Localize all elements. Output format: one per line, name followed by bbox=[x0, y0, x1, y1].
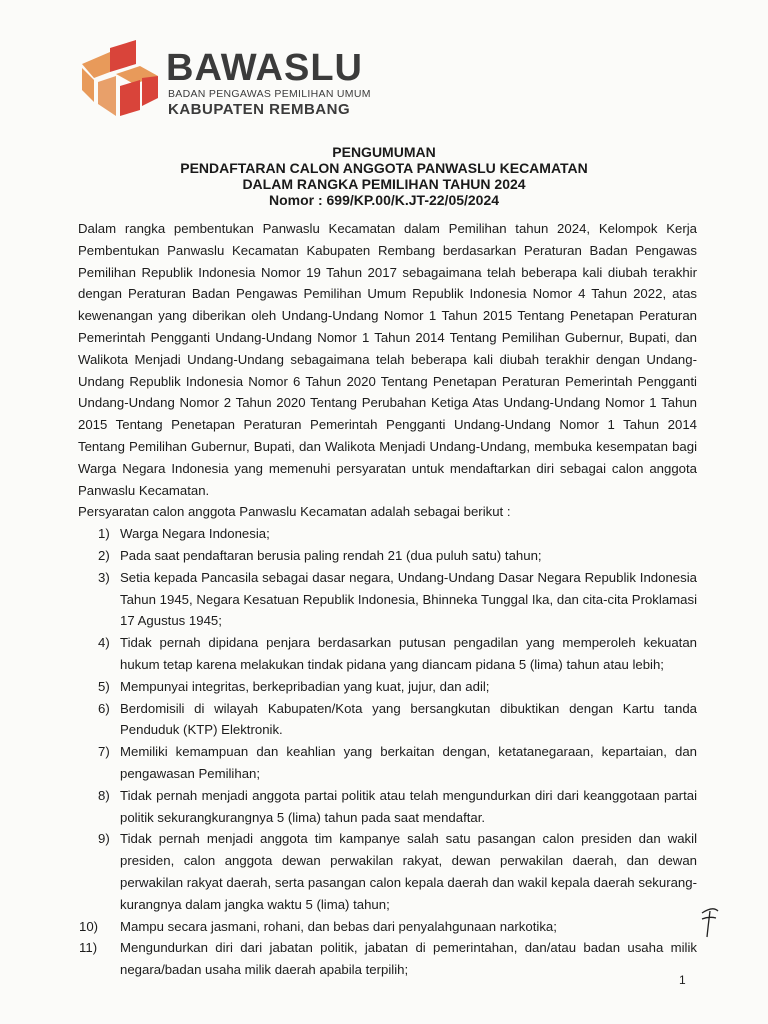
letterhead bbox=[80, 40, 400, 120]
org-name: BAWASLU bbox=[166, 47, 363, 89]
list-item: 5) Mempunyai integritas, berkepribadian yang kuat, jujur, dan adil; bbox=[98, 678, 490, 694]
title-line-1: PENGUMUMAN bbox=[332, 144, 436, 160]
list-item: 4) Tidak pernah dipidana penjara berdasarkan putusan pengadilan yang memperoleh kekuatan hukum tetap karena melakukan tindak pidana yang diancam pidana 5 (lima) tahun atau lebih; bbox=[98, 635, 697, 672]
intro-paragraph: Dalam rangka pembentukan Panwaslu Kecamatan dalam Pemilihan tahun 2024, Kelompok Kerja Pembentukan Panwaslu Kecamatan Kabupaten Rembang berdasarkan Peraturan Badan Pengawas Pemilihan Republik Indonesia Nomor 19 Tahun 2017 sebagaimana telah beberapa kali diubah terakhir dengan Peraturan Badan Pengawas Pemilihan Umum Republik Indonesia Nomor 4 Tahun 2022, atas kewenangan yang diberikan oleh Undang-Undang Nomor 1 Tahun 2015 Tentang Penetapan Peraturan Pemerintah Pengganti Undang-Undang Nomor 1 Tahun 2014 Tentang Pemilihan Gubernur, Bupati, dan Walikota Menjadi Undang-Undang sebagaimana telah beberapa kali diubah terakhir dengan Undang-Undang Republik Indonesia Nomor 6 Tahun 2020 Tentang Penetapan Peraturan Pemerintah Pengganti Undang-Undang Nomor 2 Tahun 2020 Tentang Perubahan Ketiga Atas Undang-Undang Nomor 1 Tahun 2015 Tentang Penetapan Peraturan Pemerintah Pengganti Undang-Undang Nomor 1 Tahun 2014 Tentang Pemilihan Gubernur, Bupati, dan Walikota Menjadi Undang-Undang, membuka kesempatan bagi Warga Negara Indonesia yang memenuhi persyaratan untuk mendaftarkan diri sebagai calon anggota Panwaslu Kecamatan. bbox=[78, 221, 697, 498]
list-item: 9) Tidak pernah menjadi anggota tim kampanye salah satu pasangan calon presiden dan wakil presiden, calon anggota dewan perwakilan rakyat, dewan perwakilan daerah, dan dewan perwakilan rakyat daerah, serta pasangan calon kepala daerah dan wakil kepala daerah sekurang-kurangnya dalam jangka waktu 5 (lima) tahun; bbox=[98, 831, 697, 912]
list-item: 6) Berdomisili di wilayah Kabupaten/Kota yang bersangkutan dibuktikan dengan Kartu tanda Penduduk (KTP) Elektronik. bbox=[98, 700, 697, 738]
title-line-3: DALAM RANGKA PEMILIHAN TAHUN 2024 bbox=[242, 176, 526, 192]
list-item: 10) Mampu secara jasmani, rohani, dan bebas dari penyalahgunaan narkotika; bbox=[79, 918, 557, 934]
title-line-2: PENDAFTARAN CALON ANGGOTA PANWASLU KECAMATAN bbox=[180, 160, 588, 176]
list-item: 11) Mengundurkan diri dari jabatan politik, jabatan di pemerintahan, dan/atau badan usaha milik negara/badan usaha milik daerah apabila terpilih; bbox=[79, 940, 697, 978]
list-item: 8) Tidak pernah menjadi anggota partai politik atau telah mengundurkan diri dari keanggotaan partai politik sekurangkurangnya 5 (lima) tahun pada saat mendaftar. bbox=[98, 787, 697, 825]
list-item: 2) Pada saat pendaftaran berusia paling rendah 21 (dua puluh satu) tahun; bbox=[98, 547, 542, 563]
document-number: Nomor : 699/KP.00/K.JT-22/05/2024 bbox=[268, 192, 500, 208]
paraf-signature-icon bbox=[698, 905, 720, 939]
page-number: 1 bbox=[679, 973, 686, 987]
org-region: KABUPATEN REMBANG bbox=[168, 101, 351, 118]
list-item: 3) Setia kepada Pancasila sebagai dasar negara, Undang-Undang Dasar Negara Republik Indonesia Tahun 1945, Negara Kesatuan Republik Indonesia, Bhinneka Tunggal Ika, dan cita-cita Proklamasi 17 Agustus 1945; bbox=[98, 569, 697, 629]
document-body bbox=[78, 218, 697, 981]
requirements-lead: Persyaratan calon anggota Panwaslu Kecamatan adalah sebagai berikut : bbox=[78, 504, 511, 520]
org-subtitle: BADAN PENGAWAS PEMILIHAN UMUM bbox=[168, 88, 371, 100]
list-item: 1) Warga Negara Indonesia; bbox=[98, 526, 270, 542]
announcement-title bbox=[0, 144, 768, 208]
list-item: 7) Memiliki kemampuan dan keahlian yang berkaitan dengan, ketatanegaraan, kepartaian, dan pengawasan Pemilihan; bbox=[98, 744, 697, 781]
requirements-list bbox=[78, 523, 697, 981]
bawaslu-logo-icon bbox=[80, 40, 160, 116]
